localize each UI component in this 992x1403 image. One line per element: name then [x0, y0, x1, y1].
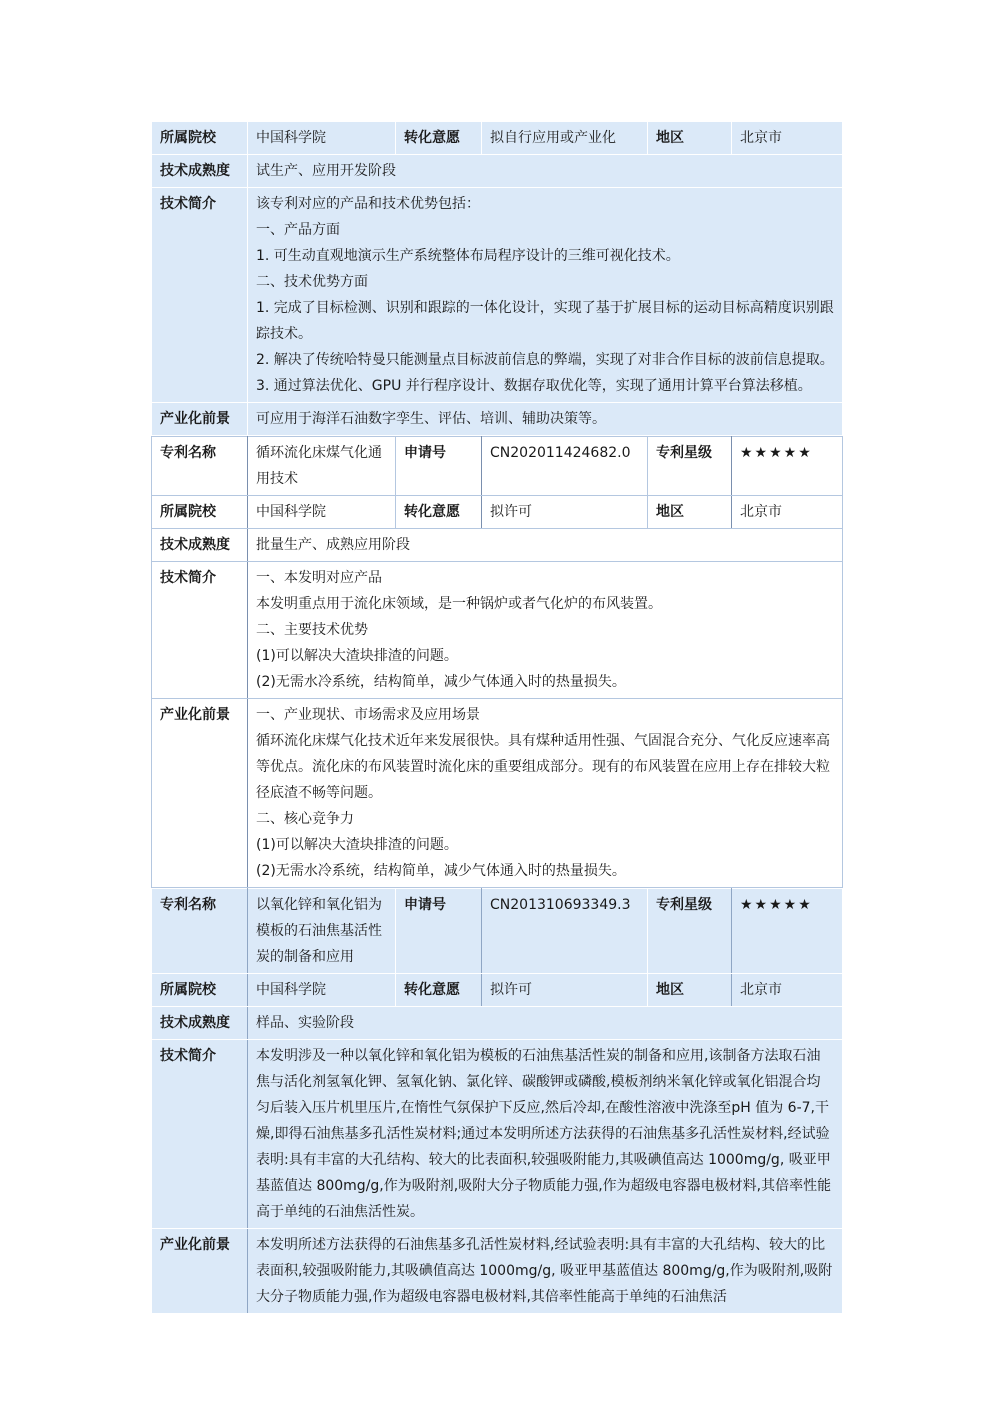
- intro-line: 该专利对应的产品和技术优势包括：: [256, 196, 480, 212]
- prospect-label: 产业化前景: [152, 699, 248, 888]
- prospect-value: 本发明所述方法获得的石油焦基多孔活性炭材料,经试验表明:具有丰富的大孔结构、较大的比表面积,较强吸附能力,其吸碘值高达 1000mg/g, 吸亚甲基蓝值达 800mg/g,作为吸附剂,吸附大分子物质能力强,作为超级电容器电极材料,其倍率性能高于单纯的石油焦活: [248, 1229, 843, 1314]
- intro-value: 本发明涉及一种以氧化锌和氧化铝为模板的石油焦基活性炭的制备和应用,该制备方法取石油焦与活化剂氢氧化钾、氢氧化钠、氯化锌、碳酸钾或磷酸,模板剂纳米氧化锌或氧化铝混合均匀后装入压片机里压片,在惰性气氛保护下反应,然后冷却,在酸性溶液中洗涤至pH 值为 6-7,干燥,即得石油焦基多孔活性炭材料;通过本发明所述方法获得的石油焦基多孔活性炭材料,经试验表明:具有丰富的大孔结构、较大的比表面积,较强吸附能力,其吸碘值高达 1000mg/g, 吸亚甲基蓝值达 800mg/g,作为吸附剂,吸附大分子物质能力强,作为超级电容器电极材料,其倍率性能高于单纯的石油焦活性炭。: [248, 1040, 843, 1229]
- intro-label: 技术简介: [152, 188, 248, 403]
- region-label: 地区: [648, 122, 732, 155]
- intro-line: 一、产品方面: [256, 222, 340, 238]
- region-value: 北京市: [732, 496, 843, 529]
- patent-record-3: [151, 888, 843, 1314]
- intro-line: 3. 通过算法优化、GPU 并行程序设计、数据存取优化等，实现了通用计算平台算法移植。: [256, 378, 812, 394]
- intent-label: 转化意愿: [396, 496, 482, 529]
- star-rating: ★★★★★: [732, 437, 843, 496]
- school-value: 中国科学院: [248, 974, 396, 1007]
- intent-value: 拟许可: [482, 974, 648, 1007]
- patent-record-1: [151, 121, 843, 436]
- intro-label: 技术简介: [152, 562, 248, 699]
- patent-name-value: 循环流化床煤气化通用技术: [248, 437, 396, 496]
- app-no-label: 申请号: [396, 889, 482, 974]
- intro-line: (1)可以解决大渣块排渣的问题。: [256, 648, 458, 664]
- prospect-line: 循环流化床煤气化技术近年来发展很快。具有煤种适用性强、气固混合充分、气化反应速率高等优点。流化床的布风装置时流化床的重要组成部分。现有的布风装置在应用上存在排较大粒径底渣不畅等问题。: [256, 733, 830, 801]
- patent-name-value: 以氧化锌和氧化铝为模板的石油焦基活性炭的制备和应用: [248, 889, 396, 974]
- intro-label: 技术简介: [152, 1040, 248, 1229]
- intro-line: 二、主要技术优势: [256, 622, 368, 638]
- region-value: 北京市: [732, 122, 843, 155]
- intro-line: 二、技术优势方面: [256, 274, 368, 290]
- intent-value: 拟自行应用或产业化: [482, 122, 648, 155]
- region-label: 地区: [648, 496, 732, 529]
- prospect-line: 二、核心竞争力: [256, 811, 354, 827]
- patent-document: [151, 121, 842, 1314]
- maturity-value: 试生产、应用开发阶段: [248, 155, 843, 188]
- maturity-label: 技术成熟度: [152, 1007, 248, 1040]
- region-label: 地区: [648, 974, 732, 1007]
- intro-line: 2. 解决了传统哈特曼只能测量点目标波前信息的弊端，实现了对非合作目标的波前信息提取。: [256, 352, 834, 368]
- intro-line: (2)无需水冷系统，结构简单，减少气体通入时的热量损失。: [256, 674, 626, 690]
- prospect-line: (1)可以解决大渣块排渣的问题。: [256, 837, 458, 853]
- maturity-label: 技术成熟度: [152, 155, 248, 188]
- school-value: 中国科学院: [248, 496, 396, 529]
- prospect-value: [248, 699, 843, 888]
- star-label: 专利星级: [648, 889, 732, 974]
- intro-line: 1. 完成了目标检测、识别和跟踪的一体化设计，实现了基于扩展目标的运动目标高精度识别跟踪技术。: [256, 300, 834, 342]
- school-label: 所属院校: [152, 122, 248, 155]
- star-rating: ★★★★★: [732, 889, 843, 974]
- prospect-line: 一、产业现状、市场需求及应用场景: [256, 707, 480, 723]
- prospect-value: 可应用于海洋石油数字孪生、评估、培训、辅助决策等。: [248, 403, 843, 436]
- intro-line: 一、本发明对应产品: [256, 570, 382, 586]
- star-label: 专利星级: [648, 437, 732, 496]
- intent-value: 拟许可: [482, 496, 648, 529]
- maturity-label: 技术成熟度: [152, 529, 248, 562]
- prospect-line: (2)无需水冷系统，结构简单，减少气体通入时的热量损失。: [256, 863, 626, 879]
- intro-line: 本发明重点用于流化床领域，是一种锅炉或者气化炉的布风装置。: [256, 596, 662, 612]
- maturity-value: 批量生产、成熟应用阶段: [248, 529, 843, 562]
- intro-line: 1. 可生动直观地演示生产系统整体布局程序设计的三维可视化技术。: [256, 248, 680, 264]
- prospect-label: 产业化前景: [152, 1229, 248, 1314]
- intent-label: 转化意愿: [396, 974, 482, 1007]
- app-no-label: 申请号: [396, 437, 482, 496]
- intent-label: 转化意愿: [396, 122, 482, 155]
- intro-value: [248, 562, 843, 699]
- patent-name-label: 专利名称: [152, 889, 248, 974]
- patent-record-2: [151, 436, 843, 888]
- school-label: 所属院校: [152, 496, 248, 529]
- intro-value: [248, 188, 843, 403]
- school-label: 所属院校: [152, 974, 248, 1007]
- app-no-value: CN201310693349.3: [482, 889, 648, 974]
- app-no-value: CN202011424682.0: [482, 437, 648, 496]
- school-value: 中国科学院: [248, 122, 396, 155]
- region-value: 北京市: [732, 974, 843, 1007]
- prospect-label: 产业化前景: [152, 403, 248, 436]
- maturity-value: 样品、实验阶段: [248, 1007, 843, 1040]
- patent-name-label: 专利名称: [152, 437, 248, 496]
